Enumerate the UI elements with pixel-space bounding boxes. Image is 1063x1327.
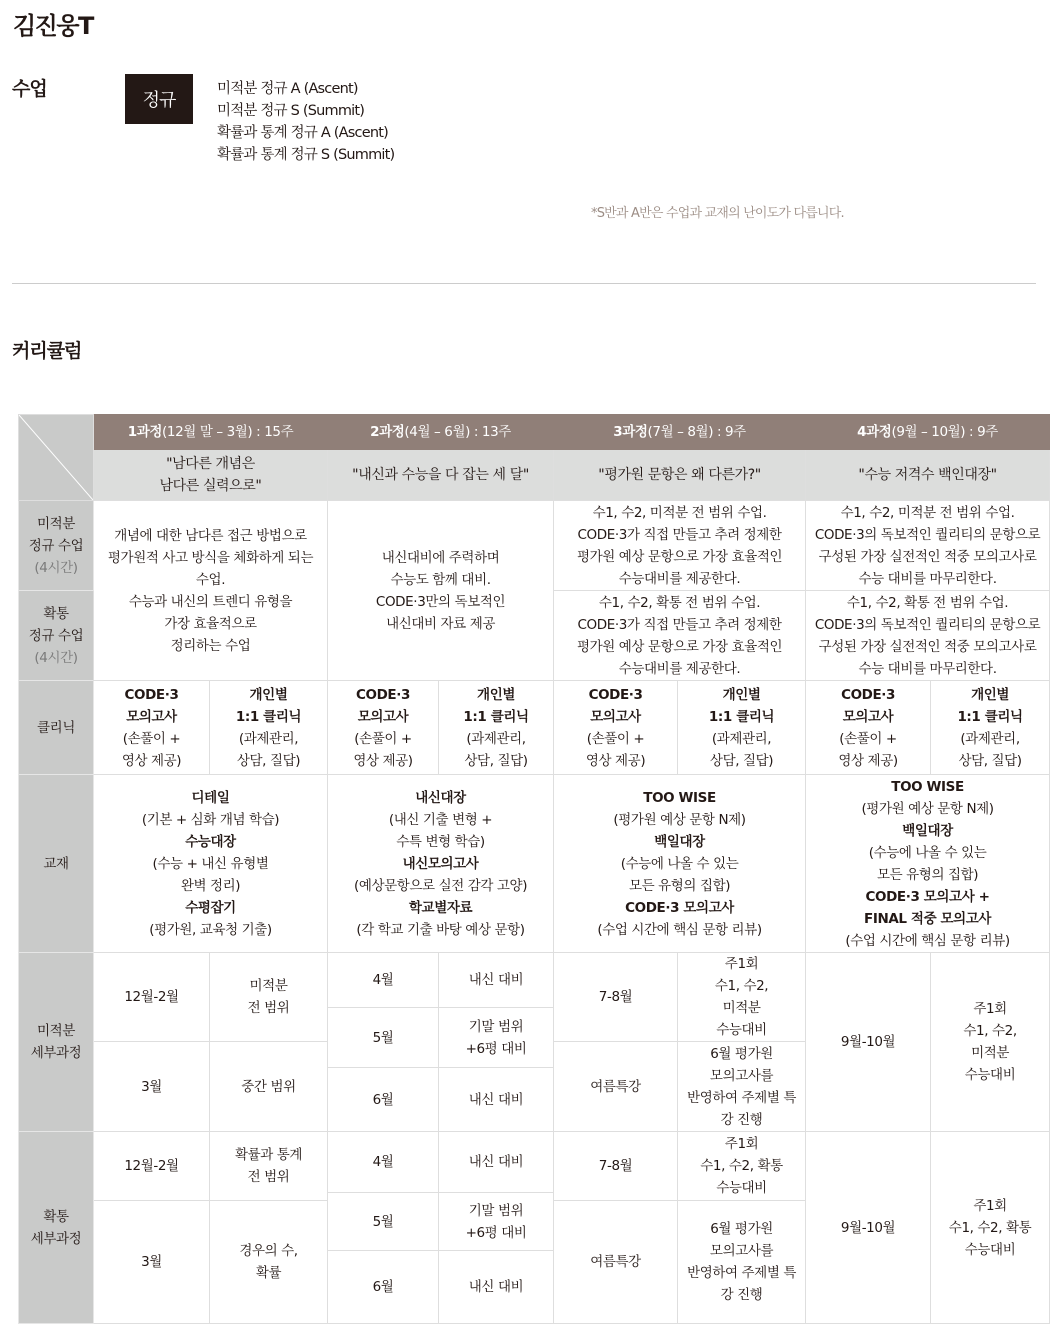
class-list [217, 78, 394, 166]
textbook-list-p3: TOO WISE (평가원 예상 문항 N제) 백일대장 (수능에 나올 수 있는 모든 유형의 집합) CODE·3 모의고사 (수업 시간에 핵심 문항 리뷰) [554, 775, 806, 953]
row-header-calc-detail: 미적분 세부과정 [19, 953, 94, 1132]
stat-detail-desc: 주1회 수1, 수2, 확통 수능대비 [678, 1132, 806, 1201]
textbook-list-p2: 내신대장 (내신 기출 변형 + 수특 변형 학습) 내신모의고사 (예상문항으로 실전 감각 고양) 학교별자료 (각 학교 기출 바탕 예상 문항) [328, 775, 554, 953]
row-header-stat-regular: 확통 정규 수업 (4시간) [19, 591, 94, 681]
phase-header-2: 2과정(4월 – 6월) : 13주 [328, 415, 554, 450]
textbook-list-p1: 디테일 (기본 + 심화 개념 학습) 수능대장 (수능 + 내신 유형별 완벽 정리) 수평잡기 (평가원, 교육청 기출) [94, 775, 328, 953]
clinic-personal: 개인별 1:1 클리닉 (과제관리, 상담, 질답) [439, 681, 554, 775]
row-header-clinic: 클리닉 [19, 681, 94, 775]
classes-section-title: 수업 [12, 78, 47, 100]
calc-regular-row [19, 501, 1050, 591]
phase-header-1: 1과정(12월 말 – 3월) : 15주 [94, 415, 328, 450]
calc-detail-month: 3월 [94, 1042, 210, 1132]
clinic-personal: 개인별 1:1 클리닉 (과제관리, 상담, 질답) [678, 681, 806, 775]
phase-header-3: 3과정(7월 – 8월) : 9주 [554, 415, 806, 450]
calc-detail-month: 9월-10월 [806, 953, 931, 1132]
calc-detail-desc: 미적분 전 범위 [210, 953, 328, 1042]
stat-detail-month: 여름특강 [554, 1201, 678, 1324]
calc-detail-month: 7-8월 [554, 953, 678, 1042]
phase-header-row [19, 415, 1050, 450]
stat-detail-desc: 기말 범위 +6평 대비 [439, 1193, 554, 1251]
curriculum-section-title: 커리큘럼 [12, 340, 82, 362]
stat-detail-desc: 내신 대비 [439, 1251, 554, 1324]
calc-detail-desc: 주1회 수1, 수2, 미적분 수능대비 [931, 953, 1050, 1132]
phase-motto-4: "수능 저격수 백인대장" [806, 450, 1050, 501]
difficulty-note: *S반과 A반은 수업과 교재의 난이도가 다릅니다. [591, 206, 844, 221]
regular-class-badge: 정규 [125, 74, 193, 124]
calc-detail-desc: 6월 평가원 모의고사를 반영하여 주제별 특 강 진행 [678, 1042, 806, 1132]
class-item: 미적분 정규 S (Summit) [217, 103, 365, 119]
stat-detail-desc: 내신 대비 [439, 1132, 554, 1193]
calc-detail-desc: 중간 범위 [210, 1042, 328, 1132]
calc-detail-desc: 내신 대비 [439, 953, 554, 1008]
clinic-mock-exam: CODE·3 모의고사 (손풀이 + 영상 제공) [328, 681, 439, 775]
textbook-list-p4: TOO WISE (평가원 예상 문항 N제) 백일대장 (수능에 나올 수 있는 모든 유형의 집합) CODE·3 모의고사 + FINAL 적중 모의고사 (수업 시간에 핵심 문항 리뷰) [806, 775, 1050, 953]
calc-detail-desc: 주1회 수1, 수2, 미적분 수능대비 [678, 953, 806, 1042]
section-divider [12, 283, 1036, 284]
clinic-personal: 개인별 1:1 클리닉 (과제관리, 상담, 질답) [210, 681, 328, 775]
row-header-calc-regular: 미적분 정규 수업 (4시간) [19, 501, 94, 591]
stat-detail-desc: 확률과 통계 전 범위 [210, 1132, 328, 1201]
clinic-personal: 개인별 1:1 클리닉 (과제관리, 상담, 질답) [931, 681, 1050, 775]
calc-detail-month: 6월 [328, 1068, 439, 1132]
phase-motto-3: "평가원 문항은 왜 다른가?" [554, 450, 806, 501]
clinic-mock-exam: CODE·3 모의고사 (손풀이 + 영상 제공) [806, 681, 931, 775]
calc-detail-month: 12월-2월 [94, 953, 210, 1042]
calc-detail-desc: 기말 범위 +6평 대비 [439, 1008, 554, 1068]
stat-detail-month: 5월 [328, 1193, 439, 1251]
stat-detail-desc: 경우의 수, 확률 [210, 1201, 328, 1324]
calc-detail-month: 4월 [328, 953, 439, 1008]
regular-desc-p3-stat: 수1, 수2, 확통 전 범위 수업. CODE·3가 직접 만들고 추려 정제한 평가원 예상 문항으로 가장 효율적인 수능대비를 제공한다. [554, 591, 806, 681]
diagonal-line-icon [19, 415, 93, 500]
calc-detail-desc: 내신 대비 [439, 1068, 554, 1132]
stat-detail-month: 3월 [94, 1201, 210, 1324]
row-header-textbook: 교재 [19, 775, 94, 953]
phase-header-4: 4과정(9월 – 10월) : 9주 [806, 415, 1050, 450]
class-item: 확률과 통계 정규 A (Ascent) [217, 125, 388, 141]
clinic-mock-exam: CODE·3 모의고사 (손풀이 + 영상 제공) [554, 681, 678, 775]
stat-detail-month: 4월 [328, 1132, 439, 1193]
phase-motto-2: "내신과 수능을 다 잡는 세 달" [328, 450, 554, 501]
table-corner-cell [19, 415, 94, 501]
stat-detail-month: 6월 [328, 1251, 439, 1324]
stat-detail-desc: 6월 평가원 모의고사를 반영하여 주제별 특 강 진행 [678, 1201, 806, 1324]
class-item: 미적분 정규 A (Ascent) [217, 81, 358, 97]
motto-row [19, 450, 1050, 501]
row-header-stat-detail: 확통 세부과정 [19, 1132, 94, 1324]
regular-desc-p2: 내신대비에 주력하며 수능도 함께 대비. CODE·3만의 독보적인 내신대비 자료 제공 [328, 501, 554, 681]
stat-detail-month: 9월-10월 [806, 1132, 931, 1324]
calc-detail-month: 여름특강 [554, 1042, 678, 1132]
clinic-row [19, 681, 1050, 775]
calc-detail-month: 5월 [328, 1008, 439, 1068]
regular-desc-p3-calc: 수1, 수2, 미적분 전 범위 수업. CODE·3가 직접 만들고 추려 정제한 평가원 예상 문항으로 가장 효율적인 수능대비를 제공한다. [554, 501, 806, 591]
textbook-row [19, 775, 1050, 953]
regular-desc-p4-calc: 수1, 수2, 미적분 전 범위 수업. CODE·3의 독보적인 퀄리티의 문항으로 구성된 가장 실전적인 적중 모의고사로 수능 대비를 마무리한다. [806, 501, 1050, 591]
stat-detail-month: 7-8월 [554, 1132, 678, 1201]
regular-desc-p4-stat: 수1, 수2, 확통 전 범위 수업. CODE·3의 독보적인 퀄리티의 문항으로 구성된 가장 실전적인 적중 모의고사로 수능 대비를 마무리한다. [806, 591, 1050, 681]
stat-detail-month: 12월-2월 [94, 1132, 210, 1201]
phase-motto-1: "남다른 개념은 남다른 실력으로" [94, 450, 328, 501]
teacher-name: 김진웅T [13, 12, 93, 40]
regular-desc-p1: 개념에 대한 남다른 접근 방법으로 평가원적 사고 방식을 체화하게 되는 수업. 수능과 내신의 트렌디 유형을 가장 효율적으로 정리하는 수업 [94, 501, 328, 681]
curriculum-table [18, 414, 1050, 1324]
clinic-mock-exam: CODE·3 모의고사 (손풀이 + 영상 제공) [94, 681, 210, 775]
stat-detail-desc: 주1회 수1, 수2, 확통 수능대비 [931, 1132, 1050, 1324]
calc-detail-row [19, 953, 1050, 1008]
class-item: 확률과 통계 정규 S (Summit) [217, 147, 395, 163]
stat-detail-row [19, 1132, 1050, 1193]
